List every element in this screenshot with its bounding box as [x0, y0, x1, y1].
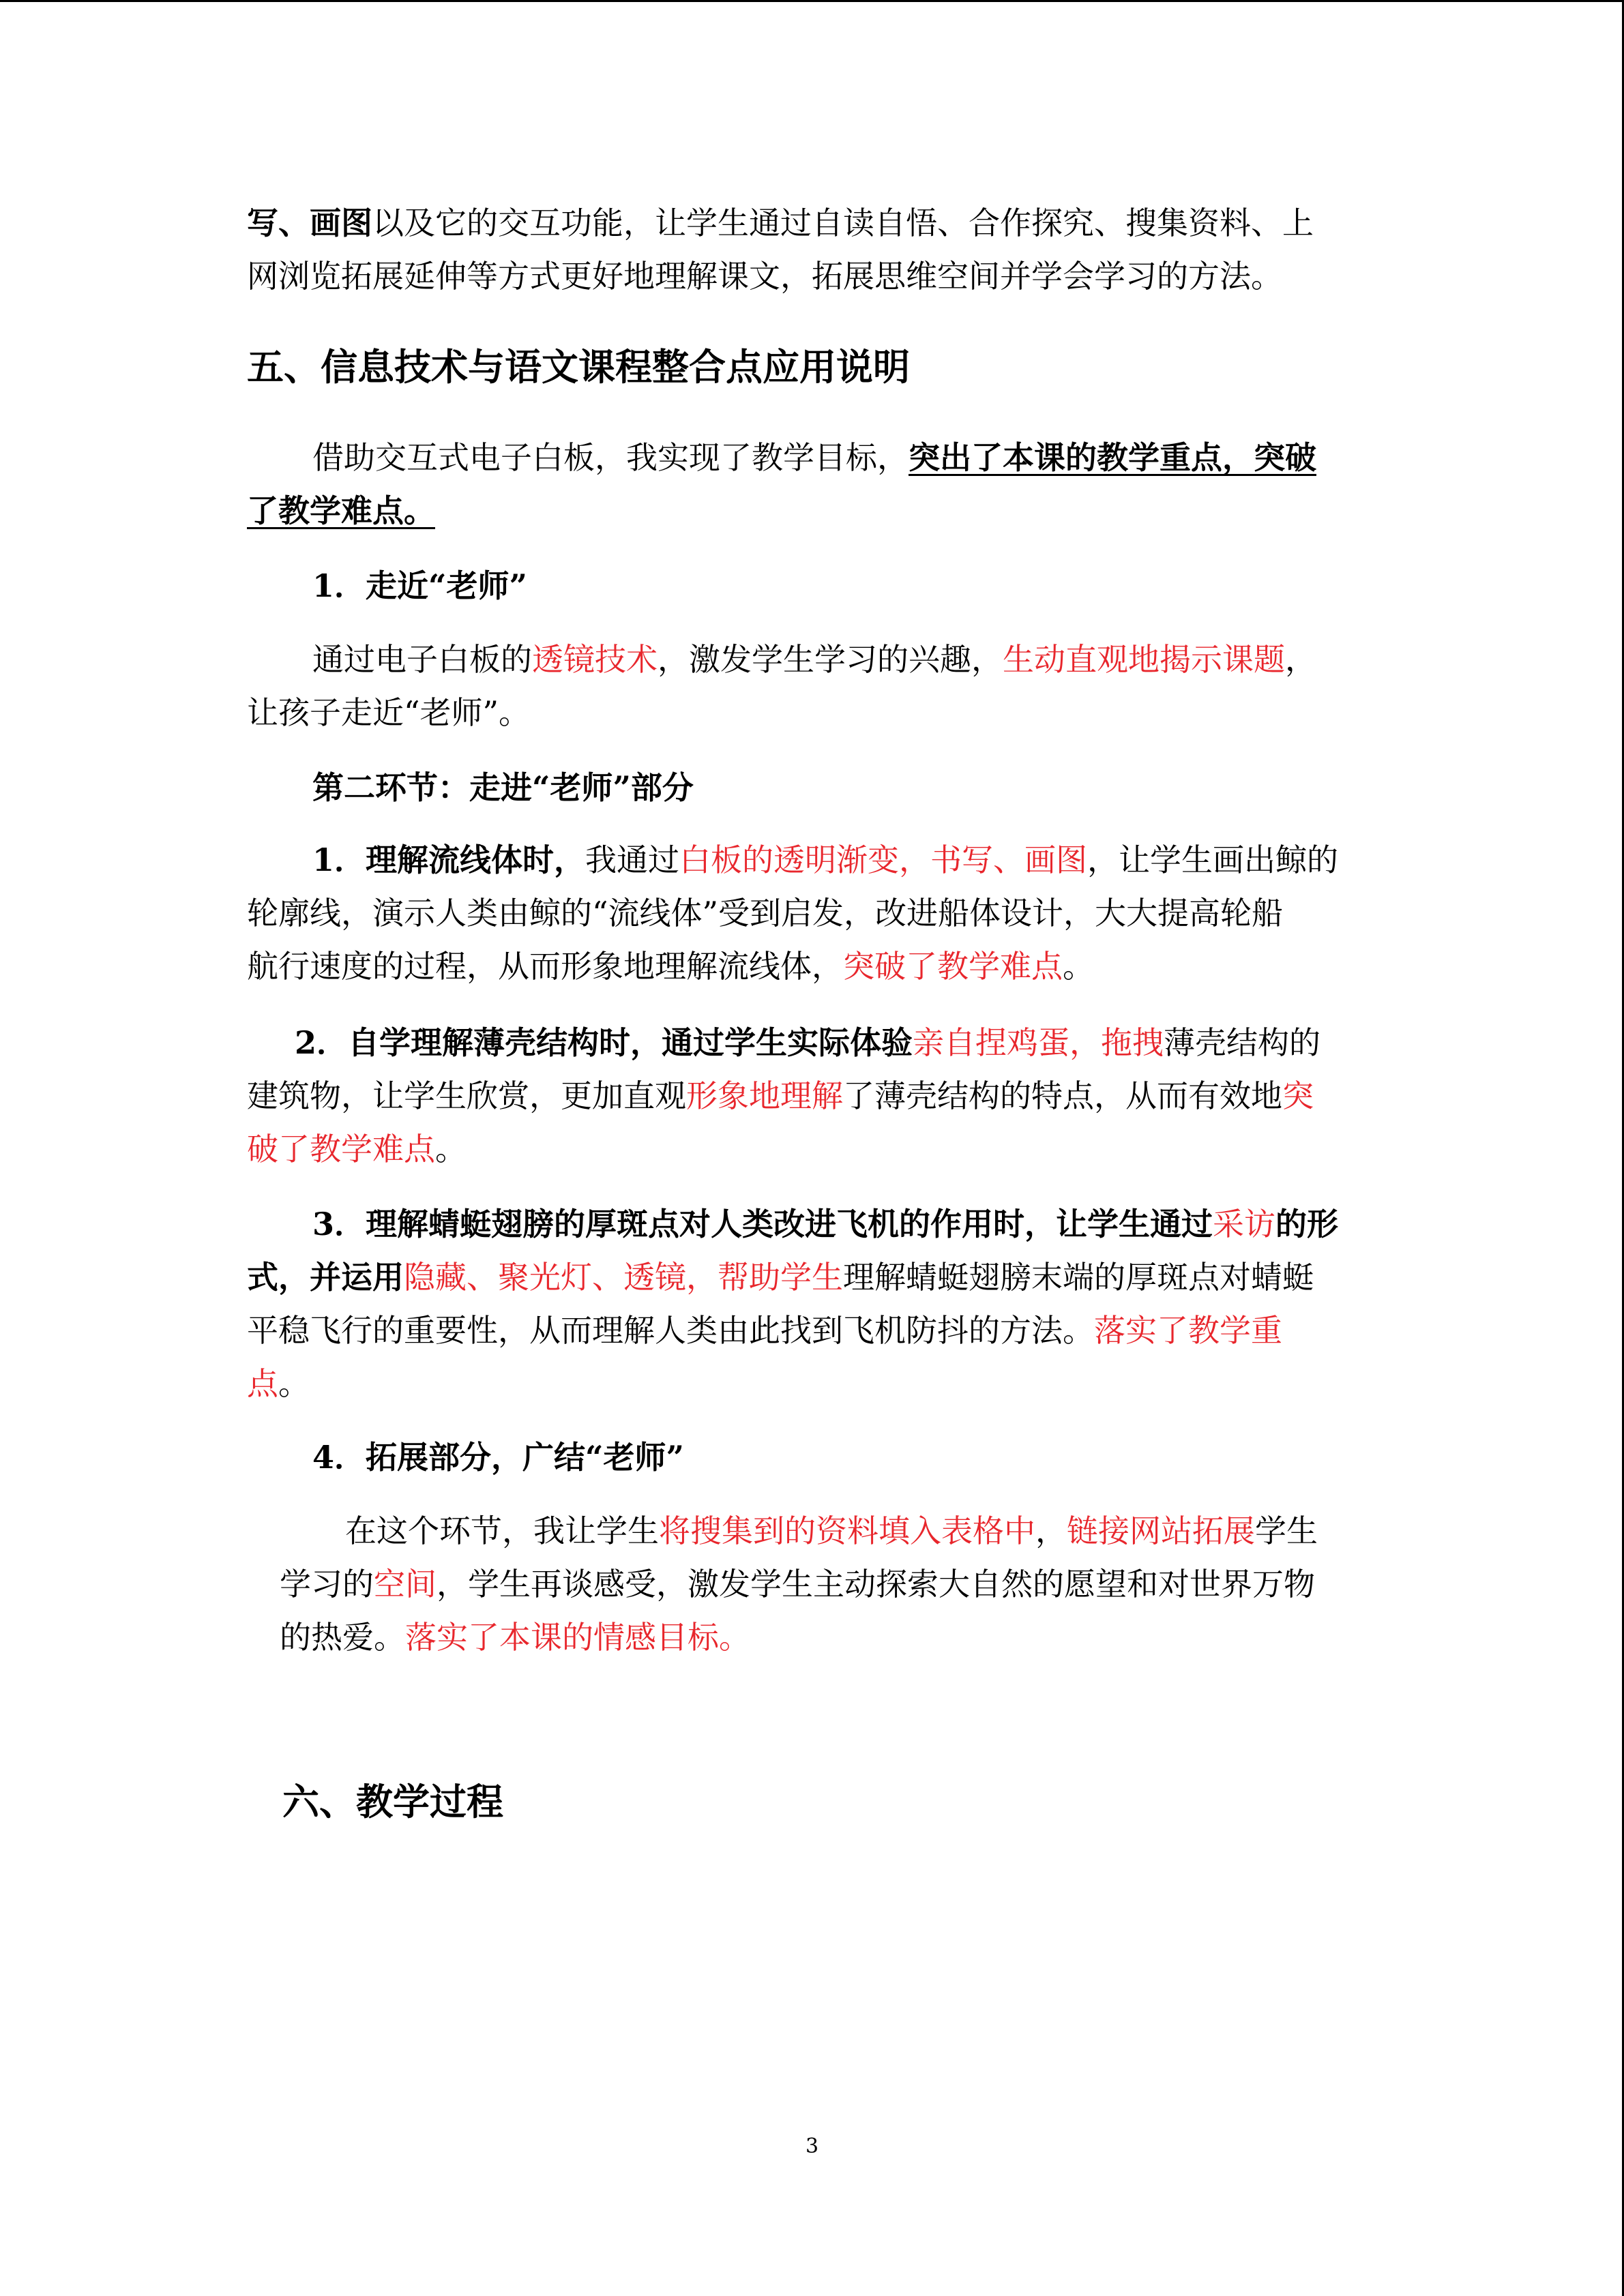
point3-line-3: [247, 1304, 1379, 1357]
text-bold: 1．理解流线体时，: [312, 841, 586, 878]
text: 学习的: [280, 1566, 374, 1602]
text-bold: 写、画图: [247, 205, 372, 241]
text: ，让学生画出鲸的: [1087, 841, 1339, 878]
highlight-text: 形象地理解: [686, 1077, 843, 1114]
section-heading-5: 五、信息技术与语文课程整合点应用说明: [247, 346, 910, 389]
text: 通过电子白板的: [312, 641, 532, 678]
text: ，: [1285, 641, 1316, 678]
stage2-title: 第二环节：走进“老师”部分: [312, 769, 694, 806]
text: 以及它的交互功能，让学生通过自读自悟、合作探究、搜集资料、上: [372, 205, 1314, 241]
text-bold: 的形: [1275, 1206, 1339, 1242]
text: 让孩子走近“老师”。: [247, 694, 531, 731]
highlight-text: 点: [247, 1365, 278, 1402]
text: 。: [1063, 948, 1094, 985]
section5-intro-line-1: [247, 431, 1365, 484]
highlight-text: 生动直观地揭示课题: [1003, 641, 1285, 678]
point1-paragraph: [247, 833, 1379, 993]
text: 借助交互式电子白板，我实现了教学目标，: [312, 439, 909, 476]
point2-line-3: [247, 1122, 1379, 1176]
highlight-text: 空间: [374, 1566, 437, 1602]
highlight-text: 落实了本课的情感目标。: [405, 1619, 750, 1656]
text: 我通过: [585, 841, 680, 878]
text: 的热爱。: [280, 1619, 405, 1656]
point1-line-1: [247, 833, 1379, 886]
point2-paragraph: [247, 1016, 1379, 1176]
text: 。: [435, 1131, 467, 1167]
top-paragraph-line-1: [247, 196, 1365, 250]
highlight-text: 突破了教学难点: [843, 948, 1063, 985]
item4-title: 4．拓展部分，广结“老师”: [312, 1439, 684, 1476]
text: 。: [278, 1365, 310, 1402]
highlight-text: 将搜集到的资料填入表格中: [659, 1512, 1035, 1549]
text: 网浏览拓展延伸等方式更好地理解课文，拓展思维空间并学会学习的方法。: [247, 258, 1282, 295]
item1-title: 1．走近“老师”: [312, 567, 527, 604]
text: 在这个环节，我让学生: [345, 1512, 659, 1549]
text: 轮廓线，演示人类由鲸的“流线体”受到启发，改进船体设计，大大提高轮船: [247, 895, 1284, 931]
top-paragraph: [247, 196, 1365, 303]
highlight-text: 白板的透明渐变，书写、画图: [679, 841, 1088, 878]
point3-line-2: [247, 1251, 1379, 1304]
text-bold: 3．理解蜻蜓翅膀的厚斑点对人类改进飞机的作用时，让学生通过: [312, 1206, 1213, 1242]
text: 理解蜻蜓翅膀末端的厚斑点对蜻蜓: [843, 1259, 1314, 1296]
text: ，: [1035, 1512, 1067, 1549]
highlight-text: 破了教学难点: [247, 1131, 435, 1167]
highlight-text: 突: [1282, 1077, 1314, 1114]
section5-intro: [247, 431, 1365, 537]
point3-line-4: [247, 1357, 1379, 1410]
point3-line-1: [247, 1197, 1379, 1251]
point3-paragraph: [247, 1197, 1379, 1410]
text-bold: 式，并运用: [247, 1259, 404, 1296]
section-heading-6: 六、教学过程: [282, 1780, 503, 1823]
highlight-text: 亲自捏鸡蛋，拖拽: [913, 1024, 1164, 1061]
item4-paragraph: [280, 1504, 1378, 1664]
text: ，激发学生学习的兴趣，: [658, 641, 1003, 678]
item4-line-2: [280, 1557, 1378, 1611]
item1-line-1: [247, 633, 1365, 686]
text: 建筑物，让学生欣赏，更加直观: [247, 1077, 686, 1114]
page-number: 3: [805, 2134, 819, 2158]
highlight-text: 链接网站拓展: [1067, 1512, 1255, 1549]
text: 薄壳结构的: [1164, 1024, 1321, 1061]
section5-intro-line-2: [247, 484, 1365, 537]
highlight-text: 透镜技术: [532, 641, 658, 678]
point1-line-2: [247, 886, 1379, 940]
item1-paragraph: [247, 633, 1365, 739]
text: 航行速度的过程，从而形象地理解流线体，: [247, 948, 843, 985]
point2-line-1: [247, 1016, 1379, 1069]
point2-line-2: [247, 1069, 1379, 1122]
text: 平稳飞行的重要性，从而理解人类由此找到飞机防抖的方法。: [247, 1312, 1094, 1349]
top-paragraph-line-2: [247, 250, 1365, 303]
item1-line-2: [247, 686, 1365, 739]
page-border-top: [0, 0, 1624, 2]
highlight-text: 隐藏、聚光灯、透镜，帮助学生: [404, 1259, 843, 1296]
text: ，学生再谈感受，激发学生主动探索大自然的愿望和对世界万物: [437, 1566, 1315, 1602]
highlight-text: 采访: [1213, 1206, 1276, 1242]
underlined-emphasis: 突出了本课的教学重点，突破: [909, 439, 1316, 476]
text-bold: 2．自学理解薄壳结构时，通过学生实际体验: [295, 1024, 913, 1061]
item4-line-1: [280, 1504, 1378, 1557]
text: 了薄壳结构的特点，从而有效地: [843, 1077, 1282, 1114]
highlight-text: 落实了教学重: [1094, 1312, 1282, 1349]
point1-line-3: [247, 940, 1379, 993]
item4-line-3: [280, 1611, 1378, 1664]
underlined-emphasis: 了教学难点。: [247, 492, 435, 529]
text: 学生: [1255, 1512, 1318, 1549]
